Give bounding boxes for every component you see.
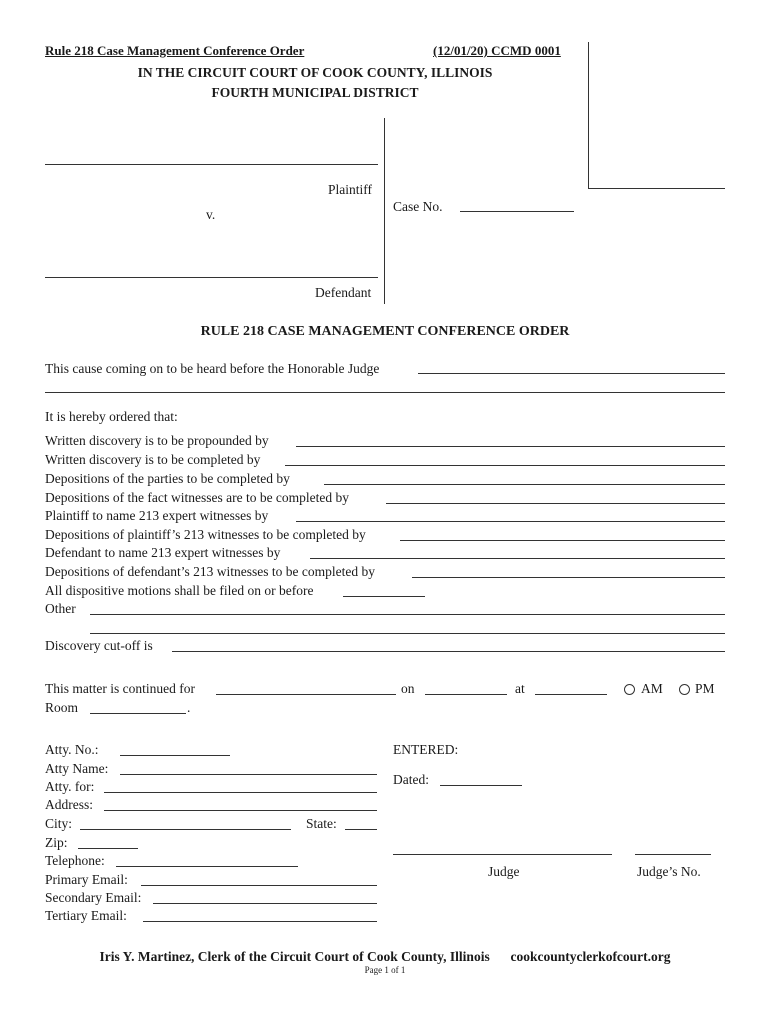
continued-time-field[interactable] [535,694,607,695]
entered-label: ENTERED: [393,742,459,757]
judge-name-field[interactable] [418,373,725,374]
pm-radio[interactable] [679,684,690,695]
atty-name-label: Atty Name: [45,761,109,776]
order-item-label: Depositions of the fact witnesses are to be completed by [45,490,350,505]
order-item-label: Written discovery is to be completed by [45,452,261,467]
order-item-label: Depositions of the parties to be completed by [45,471,290,486]
case-no-label: Case No. [393,199,443,214]
order-item-field[interactable] [285,465,725,466]
primary-email-label: Primary Email: [45,872,128,887]
atty-for-field[interactable] [104,792,377,793]
footer [0,949,770,965]
order-item-label: Plaintiff to name 213 expert witnesses by [45,508,269,523]
dated-field[interactable] [440,785,522,786]
room-period: . [187,700,191,715]
form-name: Rule 218 Case Management Conference Order [45,43,305,58]
plaintiff-label: Plaintiff [328,182,373,197]
judge-label: Judge [488,864,520,879]
am-radio[interactable] [624,684,635,695]
atty-no-label: Atty. No.: [45,742,99,757]
order-item-field[interactable] [324,484,725,485]
zip-field[interactable] [78,848,138,849]
telephone-label: Telephone: [45,853,105,868]
stamp-box-bottom-border [588,188,725,189]
defendant-name-line[interactable] [45,277,378,278]
judge-number-label: Judge’s No. [637,864,701,879]
order-item-label: Defendant to name 213 expert witnesses by [45,545,281,560]
plaintiff-name-line[interactable] [45,164,378,165]
order-item-label: Depositions of plaintiff’s 213 witnesses to be completed by [45,527,366,542]
continued-date-field[interactable] [425,694,507,695]
clerk-website: cookcountyclerkofcourt.org [510,949,671,964]
order-item-field[interactable] [296,521,725,522]
order-title: RULE 218 CASE MANAGEMENT CONFERENCE ORDER [200,324,570,339]
order-item-label: Depositions of defendant’s 213 witnesses to be completed by [45,564,375,579]
judge-name-field-continued[interactable] [45,392,725,393]
continued-on-label: on [401,681,415,696]
order-item-label: All dispositive motions shall be filed on or before [45,583,314,598]
intro-text: This cause coming on to be heard before the Honorable Judge [45,361,380,376]
dated-label: Dated: [393,772,429,787]
zip-label: Zip: [45,835,68,850]
court-name: IN THE CIRCUIT COURT OF COOK COUNTY, ILLINOIS [137,65,493,80]
room-label: Room [45,700,79,715]
caption-divider [384,118,385,304]
versus-label: v. [206,207,216,222]
atty-no-field[interactable] [120,755,230,756]
order-item-field[interactable] [310,558,725,559]
order-item-field[interactable] [386,503,725,504]
judge-signature-line[interactable] [393,854,612,855]
atty-name-field[interactable] [120,774,377,775]
room-field[interactable] [90,713,186,714]
discovery-cutoff-field[interactable] [172,651,725,652]
district-name: FOURTH MUNICIPAL DISTRICT [211,85,419,100]
telephone-field[interactable] [116,866,298,867]
stamp-box-left-border [588,42,589,188]
continued-at-label: at [515,681,525,696]
pm-label: PM [695,681,715,696]
case-no-field[interactable] [460,211,574,212]
state-label: State: [306,816,337,831]
judge-number-line[interactable] [635,854,711,855]
defendant-label: Defendant [315,285,372,300]
page-number: Page 1 of 1 [364,965,406,975]
order-item-field[interactable] [412,577,725,578]
ordered-heading: It is hereby ordered that: [45,409,178,424]
order-item-label: Written discovery is to be propounded by [45,433,269,448]
tertiary-email-label: Tertiary Email: [45,908,127,923]
clerk-name: Iris Y. Martinez, Clerk of the Circuit Court of Cook County, Illinois [99,949,490,964]
dispositive-motions-field[interactable] [343,596,425,597]
secondary-email-label: Secondary Email: [45,890,142,905]
other-label: Other [45,601,76,616]
order-item-field[interactable] [400,540,725,541]
continued-label: This matter is continued for [45,681,195,696]
address-label: Address: [45,797,93,812]
continued-for-field[interactable] [216,694,396,695]
order-item-field[interactable] [296,446,725,447]
atty-for-label: Atty. for: [45,779,95,794]
city-field[interactable] [80,829,291,830]
primary-email-field[interactable] [141,885,377,886]
secondary-email-field[interactable] [153,903,377,904]
address-field[interactable] [104,810,377,811]
other-field[interactable] [90,614,725,615]
discovery-cutoff-label: Discovery cut-off is [45,638,153,653]
form-code: (12/01/20) CCMD 0001 [433,43,561,58]
state-field[interactable] [345,829,377,830]
tertiary-email-field[interactable] [143,921,377,922]
am-label: AM [641,681,663,696]
other-field-continued[interactable] [90,633,725,634]
city-label: City: [45,816,73,831]
